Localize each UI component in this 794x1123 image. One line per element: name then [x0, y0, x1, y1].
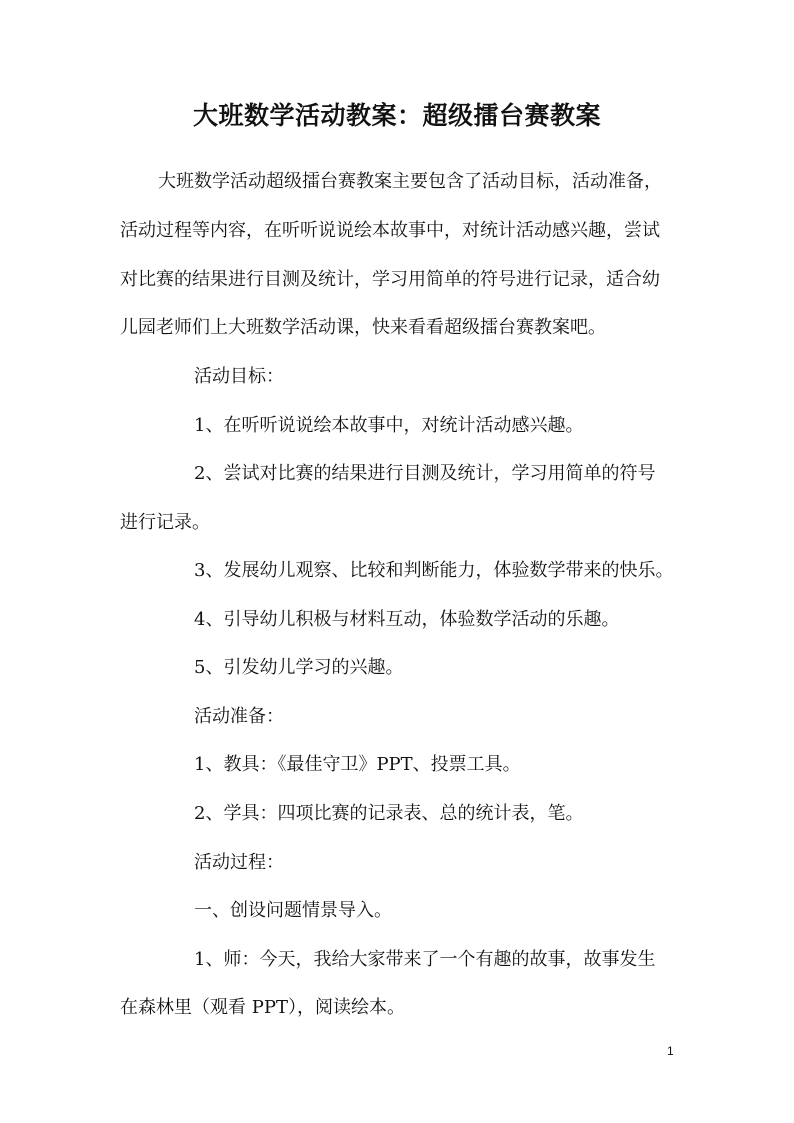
goal-item-4: 4、引导幼儿积极与材料互动，体验数学活动的乐趣。	[194, 609, 620, 630]
goals-heading: 活动目标：	[194, 366, 284, 387]
goal-item-5: 5、引发幼儿学习的兴趣。	[194, 657, 404, 678]
process-step-1: 一、创设问题情景导入。	[194, 900, 392, 921]
process-step-1-item-1-line-2: 在森林里（观看 PPT），阅读绘本。	[120, 997, 405, 1018]
intro-paragraph-line-1: 大班数学活动超级擂台赛教案主要包含了活动目标，活动准备，	[158, 171, 662, 192]
document-title: 大班数学活动教案：超级擂台赛教案	[192, 101, 601, 130]
process-step-1-item-1-line-1: 1、师：今天，我给大家带来了一个有趣的故事，故事发生	[194, 949, 656, 970]
goal-item-2-line-1: 2、尝试对比赛的结果进行目测及统计，学习用简单的符号	[194, 463, 656, 484]
prep-heading: 活动准备：	[194, 706, 284, 727]
goal-item-1: 1、在听听说说绘本故事中，对统计活动感兴趣。	[194, 415, 584, 436]
prep-item-2: 2、学具：四项比赛的记录表、总的统计表，笔。	[194, 803, 584, 824]
goal-item-2-line-2: 进行记录。	[120, 512, 210, 533]
intro-paragraph-line-3: 对比赛的结果进行目测及统计，学习用简单的符号进行记录，适合幼	[120, 269, 660, 290]
prep-item-1: 1、教具：《最佳守卫》PPT、投票工具。	[194, 754, 521, 775]
intro-paragraph-line-4: 儿园老师们上大班数学活动课，快来看看超级擂台赛教案吧。	[120, 317, 606, 338]
goal-item-3: 3、发展幼儿观察、比较和判断能力，体验数学带来的快乐。	[194, 560, 674, 581]
process-heading: 活动过程：	[194, 852, 284, 873]
page-number: 1	[667, 1044, 674, 1058]
intro-paragraph-line-2: 活动过程等内容，在听听说说绘本故事中，对统计活动感兴趣，尝试	[120, 220, 660, 241]
